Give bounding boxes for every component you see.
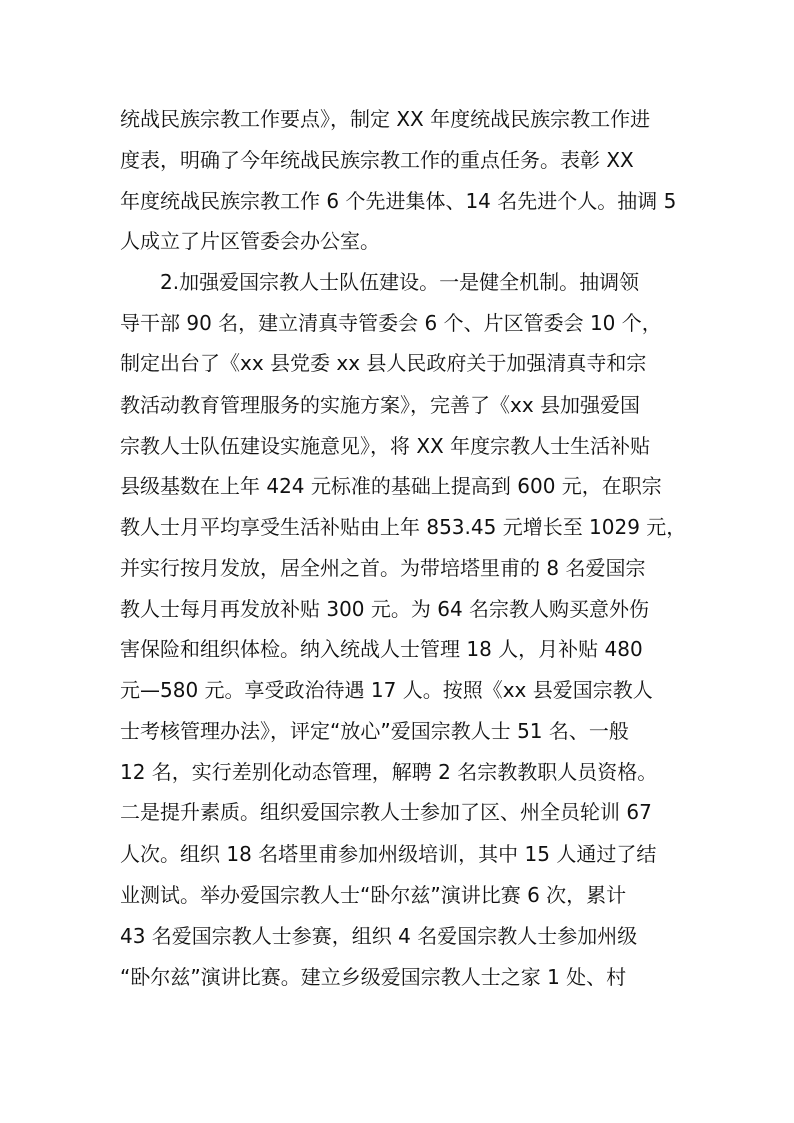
body-text-line: 元—580 元。享受政治待遇 17 人。按照《xx 县爱国宗教人 [120, 678, 653, 702]
body-text-line: 统战民族宗教工作要点》，制定 XX 年度统战民族宗教工作进 [120, 107, 651, 131]
body-text-line: 人次。组织 18 名塔里甫参加州级培训，其中 15 人通过了结 [120, 842, 657, 866]
body-text-line: 年度统战民族宗教工作 6 个先进集体、14 名先进个人。抽调 5 [120, 189, 677, 213]
body-text-line: 并实行按月发放，居全州之首。为带培塔里甫的 8 名爱国宗 [120, 556, 646, 580]
section-heading-line: 2.加强爱国宗教人士队伍建设。一是健全机制。抽调领 [160, 270, 640, 294]
body-text-line: 害保险和组织体检。纳入统战人士管理 18 人，月补贴 480 [120, 637, 643, 661]
body-text-line: 导干部 90 名，建立清真寺管委会 6 个、片区管委会 10 个， [120, 311, 662, 335]
body-text-line: 43 名爱国宗教人士参赛，组织 4 名爱国宗教人士参加州级 [120, 924, 638, 948]
body-text-line: 12 名，实行差别化动态管理，解聘 2 名宗教教职人员资格。 [120, 760, 658, 784]
body-text-line: 制定出台了《xx 县党委 xx 县人民政府关于加强清真寺和宗 [120, 351, 647, 375]
body-text-line: 宗教人士队伍建设实施意见》，将 XX 年度宗教人士生活补贴 [120, 434, 651, 458]
body-text-line: 士考核管理办法》，评定“放心”爱国宗教人士 51 名、一般 [120, 719, 629, 743]
body-text-line: 县级基数在上年 424 元标准的基础上提高到 600 元，在职宗 [120, 474, 662, 498]
body-text-line: 教人士月平均享受生活补贴由上年 853.45 元增长至 1029 元， [120, 515, 687, 539]
body-text-line: 二是提升素质。组织爱国宗教人士参加了区、州全员轮训 67 [120, 800, 652, 824]
body-text-line: 度表，明确了今年统战民族宗教工作的重点任务。表彰 XX [120, 148, 634, 172]
body-text-line: 教人士每月再发放补贴 300 元。为 64 名宗教人购买意外伤 [120, 597, 650, 621]
body-text-line: 业测试。举办爱国宗教人士“卧尔兹”演讲比赛 6 次，累计 [120, 883, 627, 907]
body-text-line: 人成立了片区管委会办公室。 [120, 229, 380, 253]
body-text-line: “卧尔兹”演讲比赛。建立乡级爱国宗教人士之家 1 处、村 [120, 965, 627, 989]
body-text-line: 教活动教育管理服务的实施方案》，完善了《xx 县加强爱国 [120, 393, 641, 417]
